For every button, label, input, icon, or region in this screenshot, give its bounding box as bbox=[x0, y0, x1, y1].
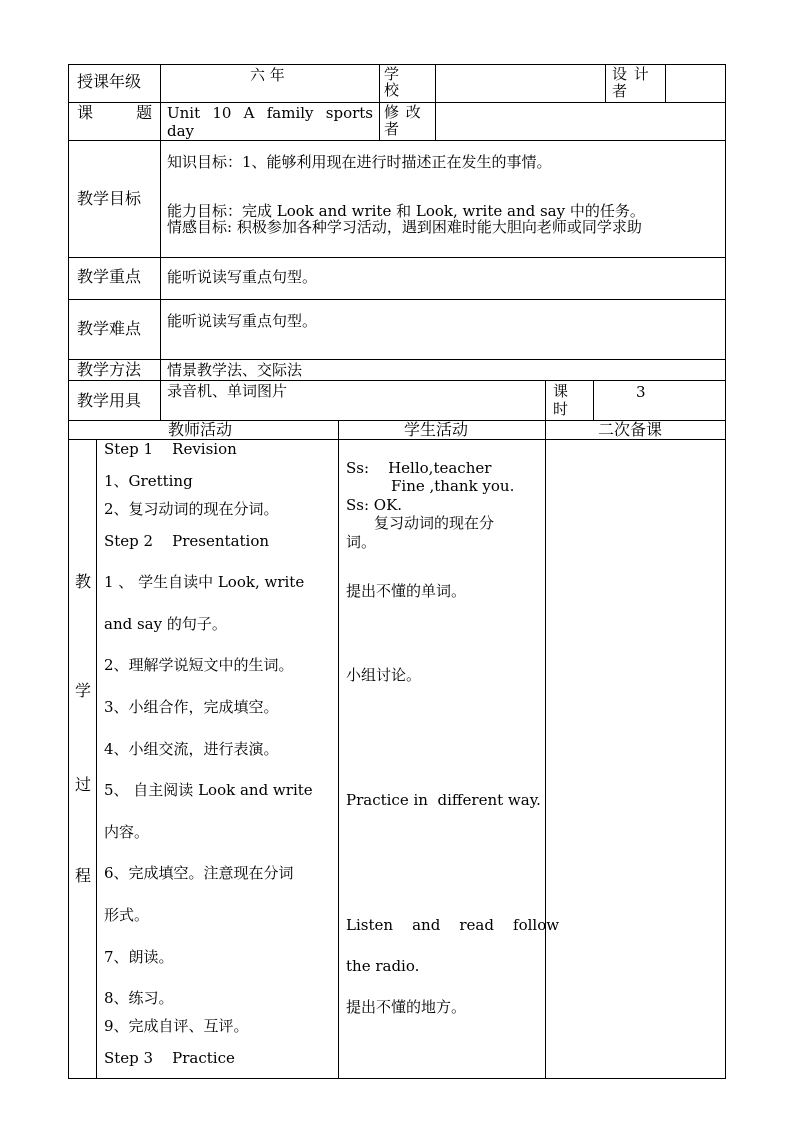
teacher-line: 2、理解学说短文中的生词。 bbox=[104, 656, 294, 674]
methods-label: 教学方法 bbox=[77, 360, 142, 379]
process-side-char: 程 bbox=[75, 866, 92, 885]
teacher-line: 7、朗读。 bbox=[104, 948, 174, 966]
column-divider bbox=[96, 439, 97, 1079]
difficulties-value: 能听说读写重点句型。 bbox=[167, 312, 318, 330]
school-label: 学校 bbox=[384, 65, 400, 99]
tools-value: 录音机、单词图片 bbox=[167, 382, 288, 400]
teacher-line: 3、小组合作，完成填空。 bbox=[104, 698, 279, 716]
process-side-char: 教 bbox=[75, 572, 92, 591]
tools-label: 教学用具 bbox=[77, 391, 142, 410]
objective-emotion: 情感目标: 积极参加各种学习活动，遇到困难时能大胆向老师或同学求助 bbox=[167, 218, 642, 236]
student-line: the radio. bbox=[346, 957, 420, 975]
hours-label: 课时 bbox=[553, 382, 569, 418]
objective-knowledge: 知识目标：1、能够利用现在进行时描述正在发生的事情。 bbox=[167, 153, 552, 171]
student-line: 提出不懂的单词。 bbox=[346, 582, 467, 600]
teacher-activity-header: 教师活动 bbox=[168, 420, 233, 439]
teacher-line: 5、 自主阅读 Look and write bbox=[104, 781, 313, 799]
student-line: 复习动词的现在分 bbox=[374, 514, 495, 532]
designer-label: 设 计者 bbox=[612, 65, 650, 100]
table-border-left bbox=[68, 64, 69, 1079]
methods-value: 情景教学法、交际法 bbox=[167, 361, 303, 379]
student-line: Fine ,thank you. bbox=[391, 477, 515, 495]
teacher-line: 6、完成填空。注意现在分词 bbox=[104, 864, 294, 882]
teacher-line: 内容。 bbox=[104, 823, 150, 841]
topic-value: Unit 10 A family sports day bbox=[167, 104, 373, 140]
student-line: Practice in different way. bbox=[346, 791, 541, 809]
backup-prep-header: 二次备课 bbox=[598, 420, 663, 439]
teacher-line: 1、Gretting bbox=[104, 472, 193, 490]
column-divider bbox=[593, 380, 594, 420]
objectives-label: 教学目标 bbox=[77, 189, 142, 208]
process-side-char: 学 bbox=[75, 681, 92, 700]
student-line: Ss: OK. bbox=[346, 496, 403, 514]
student-line: 提出不懂的地方。 bbox=[346, 998, 467, 1016]
column-divider bbox=[665, 64, 666, 102]
row-divider bbox=[68, 257, 726, 258]
row-divider bbox=[68, 359, 726, 360]
column-divider bbox=[605, 64, 606, 102]
column-divider bbox=[545, 380, 546, 1079]
teacher-line: and say 的句子。 bbox=[104, 615, 227, 633]
grade-value: 六 年 bbox=[250, 66, 285, 84]
key-points-value: 能听说读写重点句型。 bbox=[167, 268, 318, 286]
teacher-line: 9、完成自评、互评。 bbox=[104, 1017, 249, 1035]
teacher-line: 2、复习动词的现在分词。 bbox=[104, 500, 279, 518]
column-divider bbox=[160, 64, 161, 420]
column-divider bbox=[338, 420, 339, 1079]
teacher-line: 4、小组交流，进行表演。 bbox=[104, 740, 279, 758]
row-divider bbox=[68, 380, 726, 381]
column-divider bbox=[435, 64, 436, 140]
topic-label: 课 题 bbox=[77, 103, 153, 122]
hours-value: 3 bbox=[636, 383, 646, 401]
table-border-bottom bbox=[68, 1078, 726, 1079]
student-line: Ss: Hello,teacher bbox=[346, 459, 492, 477]
teacher-line: Step 1 Revision bbox=[104, 440, 237, 458]
row-divider bbox=[68, 299, 726, 300]
student-line: 小组讨论。 bbox=[346, 666, 422, 684]
table-border-right bbox=[725, 64, 726, 1079]
student-activity-header: 学生活动 bbox=[404, 420, 469, 439]
teacher-line: Step 2 Presentation bbox=[104, 532, 270, 550]
difficulties-label: 教学难点 bbox=[77, 319, 142, 338]
student-line: 词。 bbox=[346, 533, 377, 551]
teacher-line: Step 3 Practice bbox=[104, 1049, 235, 1067]
column-divider bbox=[379, 64, 380, 140]
process-side-char: 过 bbox=[75, 775, 92, 794]
row-divider bbox=[68, 140, 726, 141]
reviser-label: 修 改者 bbox=[384, 103, 422, 138]
teacher-line: 形式。 bbox=[104, 906, 150, 924]
teacher-line: 8、练习。 bbox=[104, 989, 174, 1007]
teacher-line: 1 、 学生自读中 Look, write bbox=[104, 573, 305, 591]
objective-ability: 能力目标：完成 Look and write 和 Look, write and say 中的任务。 bbox=[167, 202, 645, 220]
key-points-label: 教学重点 bbox=[77, 267, 142, 286]
grade-label: 授课年级 bbox=[77, 72, 142, 91]
student-line: Listen and read follow bbox=[346, 916, 560, 934]
